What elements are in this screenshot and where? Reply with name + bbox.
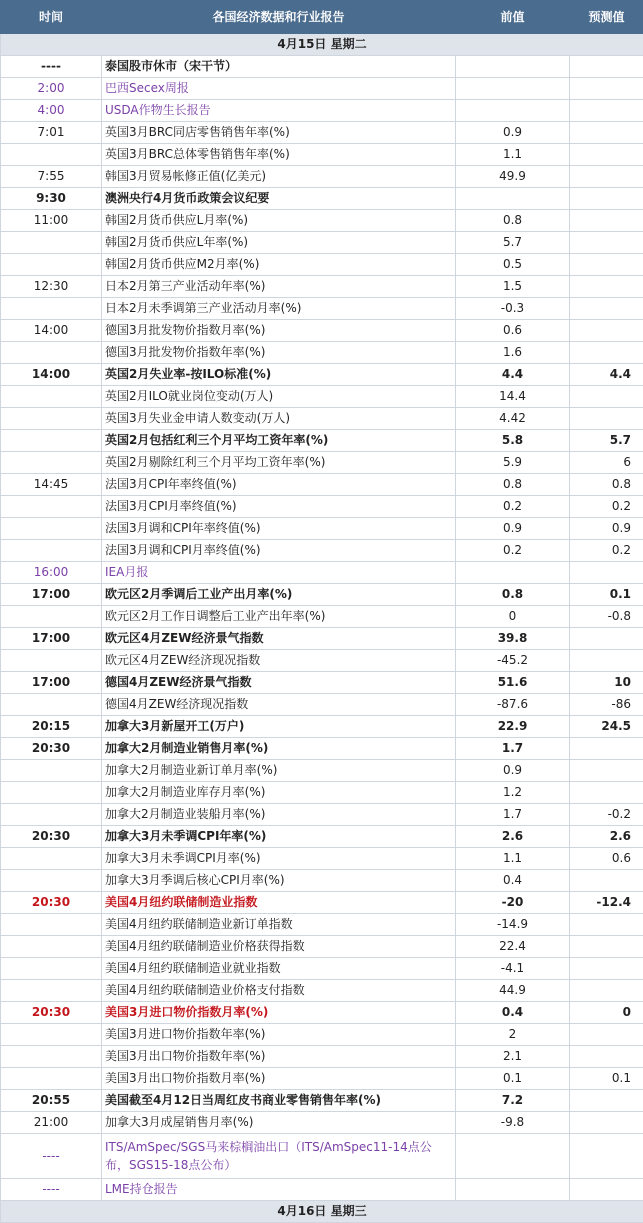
row-forecast — [570, 320, 643, 342]
table-row — [1, 1002, 643, 1024]
row-forecast — [570, 958, 643, 980]
table-row — [1, 298, 643, 320]
row-forecast: -12.4 — [570, 892, 643, 914]
row-name: 德国3月批发物价指数月率(%) — [102, 320, 456, 342]
row-forecast — [570, 188, 643, 210]
header-name: 各国经济数据和行业报告 — [102, 1, 456, 34]
row-forecast — [570, 276, 643, 298]
row-forecast — [570, 78, 643, 100]
row-prev: 0.8 — [456, 210, 570, 232]
table-row — [1, 342, 643, 364]
row-forecast — [570, 760, 643, 782]
row-prev: -4.1 — [456, 958, 570, 980]
row-name: 韩国3月贸易帐修正值(亿美元) — [102, 166, 456, 188]
row-time: 20:30 — [1, 826, 102, 848]
row-forecast — [570, 166, 643, 188]
row-forecast: 6 — [570, 452, 643, 474]
row-name: 英国3月BRC同店零售销售年率(%) — [102, 122, 456, 144]
row-time: ---- — [1, 1179, 102, 1201]
row-prev: 51.6 — [456, 672, 570, 694]
date-label: 4月16日 星期三 — [1, 1201, 643, 1223]
table-row — [1, 826, 643, 848]
table-row — [1, 914, 643, 936]
table-row — [1, 78, 643, 100]
row-forecast — [570, 1134, 643, 1179]
row-prev: 7.2 — [456, 1090, 570, 1112]
row-name: 法国3月调和CPI年率终值(%) — [102, 518, 456, 540]
row-prev: -14.9 — [456, 914, 570, 936]
table-row — [1, 364, 643, 386]
table-row — [1, 386, 643, 408]
row-time — [1, 254, 102, 276]
table-row — [1, 254, 643, 276]
table-header — [1, 1, 643, 34]
row-prev: 1.1 — [456, 848, 570, 870]
row-name: 韩国2月货币供应M2月率(%) — [102, 254, 456, 276]
header-forecast: 预测值 — [570, 1, 643, 34]
row-name: 澳洲央行4月货币政策会议纪要 — [102, 188, 456, 210]
row-forecast — [570, 1090, 643, 1112]
table-row — [1, 650, 643, 672]
row-time — [1, 342, 102, 364]
row-name: 加拿大3月未季调CPI月率(%) — [102, 848, 456, 870]
row-time — [1, 980, 102, 1002]
table-row — [1, 628, 643, 650]
header-time: 时间 — [1, 1, 102, 34]
row-time — [1, 958, 102, 980]
row-forecast: 0.8 — [570, 474, 643, 496]
row-name: 欧元区2月工作日调整后工业产出年率(%) — [102, 606, 456, 628]
row-name: 欧元区2月季调后工业产出月率(%) — [102, 584, 456, 606]
row-forecast — [570, 650, 643, 672]
row-name: IEA月报 — [102, 562, 456, 584]
row-time — [1, 848, 102, 870]
table-row — [1, 144, 643, 166]
row-forecast — [570, 144, 643, 166]
row-prev: 0.2 — [456, 496, 570, 518]
row-time: 21:00 — [1, 1112, 102, 1134]
table-row — [1, 870, 643, 892]
row-name: 韩国2月货币供应L月率(%) — [102, 210, 456, 232]
table-row — [1, 1112, 643, 1134]
row-prev: 2 — [456, 1024, 570, 1046]
row-forecast — [570, 56, 643, 78]
row-time — [1, 298, 102, 320]
row-forecast: 0 — [570, 1002, 643, 1024]
table-row — [1, 606, 643, 628]
row-time: 20:30 — [1, 1002, 102, 1024]
row-name: 美国3月出口物价指数年率(%) — [102, 1046, 456, 1068]
row-name: 美国3月进口物价指数年率(%) — [102, 1024, 456, 1046]
row-forecast — [570, 1179, 643, 1201]
row-name: 巴西Secex周报 — [102, 78, 456, 100]
row-forecast — [570, 1024, 643, 1046]
row-prev — [456, 562, 570, 584]
row-name: 英国2月ILO就业岗位变动(万人) — [102, 386, 456, 408]
table-row — [1, 1134, 643, 1179]
row-forecast — [570, 1046, 643, 1068]
row-time — [1, 518, 102, 540]
row-time — [1, 694, 102, 716]
table-row — [1, 1179, 643, 1201]
row-prev: 0.5 — [456, 254, 570, 276]
row-forecast — [570, 870, 643, 892]
row-prev: 2.6 — [456, 826, 570, 848]
row-time: 20:30 — [1, 892, 102, 914]
row-prev: -0.3 — [456, 298, 570, 320]
row-time — [1, 650, 102, 672]
row-name: 英国2月包括红利三个月平均工资年率(%) — [102, 430, 456, 452]
table-row — [1, 760, 643, 782]
row-time — [1, 452, 102, 474]
row-forecast — [570, 210, 643, 232]
table-row — [1, 210, 643, 232]
row-name: LME持仓报告 — [102, 1179, 456, 1201]
table-row — [1, 540, 643, 562]
row-prev — [456, 56, 570, 78]
row-prev: 0.2 — [456, 540, 570, 562]
row-time — [1, 1046, 102, 1068]
row-prev: 0.4 — [456, 870, 570, 892]
row-time — [1, 760, 102, 782]
table-row — [1, 166, 643, 188]
row-forecast: -86 — [570, 694, 643, 716]
row-prev: 1.7 — [456, 804, 570, 826]
table-row — [1, 562, 643, 584]
row-prev: 49.9 — [456, 166, 570, 188]
row-time: 12:30 — [1, 276, 102, 298]
row-time — [1, 936, 102, 958]
table-row — [1, 452, 643, 474]
row-prev: 4.4 — [456, 364, 570, 386]
row-time: ---- — [1, 1134, 102, 1179]
row-prev: -45.2 — [456, 650, 570, 672]
row-prev: 0.9 — [456, 760, 570, 782]
row-time — [1, 144, 102, 166]
row-name: 日本2月第三产业活动年率(%) — [102, 276, 456, 298]
row-time: 9:30 — [1, 188, 102, 210]
row-time — [1, 804, 102, 826]
table-row — [1, 100, 643, 122]
row-time — [1, 870, 102, 892]
table-body — [1, 34, 643, 1223]
date-row — [1, 34, 643, 56]
row-name: 美国4月纽约联储制造业价格获得指数 — [102, 936, 456, 958]
row-time: 16:00 — [1, 562, 102, 584]
row-name: 英国3月失业金申请人数变动(万人) — [102, 408, 456, 430]
table-row — [1, 1090, 643, 1112]
row-forecast: 10 — [570, 672, 643, 694]
row-prev: 44.9 — [456, 980, 570, 1002]
row-prev — [456, 188, 570, 210]
row-forecast: 0.9 — [570, 518, 643, 540]
date-label: 4月15日 星期二 — [1, 34, 643, 56]
row-forecast: 0.1 — [570, 584, 643, 606]
row-forecast — [570, 408, 643, 430]
row-forecast: 24.5 — [570, 716, 643, 738]
table-row — [1, 804, 643, 826]
row-time: 14:00 — [1, 320, 102, 342]
row-prev: 39.8 — [456, 628, 570, 650]
row-name: 欧元区4月ZEW经济现况指数 — [102, 650, 456, 672]
table-row — [1, 958, 643, 980]
row-prev — [456, 1134, 570, 1179]
table-row — [1, 474, 643, 496]
row-prev: 4.42 — [456, 408, 570, 430]
row-forecast: 2.6 — [570, 826, 643, 848]
table-row — [1, 430, 643, 452]
row-prev: 1.1 — [456, 144, 570, 166]
row-time: 7:55 — [1, 166, 102, 188]
row-time — [1, 540, 102, 562]
row-forecast — [570, 254, 643, 276]
row-forecast — [570, 738, 643, 760]
table-row — [1, 276, 643, 298]
row-name: 加拿大3月季调后核心CPI月率(%) — [102, 870, 456, 892]
row-forecast — [570, 232, 643, 254]
table-row — [1, 892, 643, 914]
row-name: 法国3月CPI月率终值(%) — [102, 496, 456, 518]
row-prev: 0 — [456, 606, 570, 628]
row-prev: -20 — [456, 892, 570, 914]
table-row — [1, 1046, 643, 1068]
row-time: 20:30 — [1, 738, 102, 760]
table-row — [1, 716, 643, 738]
row-name: 加拿大2月制造业装船月率(%) — [102, 804, 456, 826]
row-forecast: 0.2 — [570, 540, 643, 562]
table-row — [1, 848, 643, 870]
row-time: 17:00 — [1, 628, 102, 650]
row-time: ---- — [1, 56, 102, 78]
row-name: 德国3月批发物价指数年率(%) — [102, 342, 456, 364]
row-name: 加拿大3月新屋开工(万户) — [102, 716, 456, 738]
row-name: 法国3月调和CPI月率终值(%) — [102, 540, 456, 562]
row-time: 20:15 — [1, 716, 102, 738]
row-prev — [456, 78, 570, 100]
table-row — [1, 188, 643, 210]
row-forecast — [570, 122, 643, 144]
row-time — [1, 1068, 102, 1090]
row-forecast: -0.2 — [570, 804, 643, 826]
row-name: 美国4月纽约联储制造业价格支付指数 — [102, 980, 456, 1002]
table-row — [1, 1024, 643, 1046]
row-prev: 0.9 — [456, 122, 570, 144]
row-time — [1, 430, 102, 452]
row-time — [1, 496, 102, 518]
row-time — [1, 606, 102, 628]
row-prev: 0.6 — [456, 320, 570, 342]
table-row — [1, 694, 643, 716]
table-row — [1, 980, 643, 1002]
row-prev: 0.9 — [456, 518, 570, 540]
row-name: USDA作物生长报告 — [102, 100, 456, 122]
row-forecast: 5.7 — [570, 430, 643, 452]
row-name: 欧元区4月ZEW经济景气指数 — [102, 628, 456, 650]
row-time: 17:00 — [1, 584, 102, 606]
row-prev — [456, 1179, 570, 1201]
row-name: ITS/AmSpec/SGS马来棕榈油出口（ITS/AmSpec11-14点公布，SGS15-18点公布） — [102, 1134, 456, 1179]
table-row — [1, 320, 643, 342]
row-forecast — [570, 562, 643, 584]
row-forecast — [570, 298, 643, 320]
row-prev: 0.1 — [456, 1068, 570, 1090]
row-prev: 0.4 — [456, 1002, 570, 1024]
row-name: 美国4月纽约联储制造业新订单指数 — [102, 914, 456, 936]
row-name: 加拿大2月制造业销售月率(%) — [102, 738, 456, 760]
row-name: 韩国2月货币供应L年率(%) — [102, 232, 456, 254]
row-name: 美国3月进口物价指数月率(%) — [102, 1002, 456, 1024]
row-time: 14:00 — [1, 364, 102, 386]
row-name: 英国2月剔除红利三个月平均工资年率(%) — [102, 452, 456, 474]
row-prev: 1.6 — [456, 342, 570, 364]
table-row — [1, 56, 643, 78]
row-time: 4:00 — [1, 100, 102, 122]
row-name: 美国3月出口物价指数月率(%) — [102, 1068, 456, 1090]
table-row — [1, 782, 643, 804]
row-prev: 14.4 — [456, 386, 570, 408]
row-time — [1, 782, 102, 804]
row-name: 加拿大3月未季调CPI年率(%) — [102, 826, 456, 848]
row-name: 英国3月BRC总体零售销售年率(%) — [102, 144, 456, 166]
header-prev: 前值 — [456, 1, 570, 34]
row-name: 加拿大3月成屋销售月率(%) — [102, 1112, 456, 1134]
row-prev: 0.8 — [456, 474, 570, 496]
table-row — [1, 1068, 643, 1090]
row-forecast: 0.1 — [570, 1068, 643, 1090]
row-prev — [456, 100, 570, 122]
row-name: 加拿大2月制造业库存月率(%) — [102, 782, 456, 804]
row-time — [1, 232, 102, 254]
row-time: 2:00 — [1, 78, 102, 100]
table-row — [1, 232, 643, 254]
row-name: 法国3月CPI年率终值(%) — [102, 474, 456, 496]
row-time: 20:55 — [1, 1090, 102, 1112]
row-forecast — [570, 782, 643, 804]
row-forecast — [570, 936, 643, 958]
row-name: 英国2月失业率-按ILO标准(%) — [102, 364, 456, 386]
row-name: 德国4月ZEW经济现况指数 — [102, 694, 456, 716]
row-prev: 0.8 — [456, 584, 570, 606]
row-prev: 2.1 — [456, 1046, 570, 1068]
row-forecast — [570, 914, 643, 936]
table-row — [1, 672, 643, 694]
row-forecast: 4.4 — [570, 364, 643, 386]
row-prev: 5.8 — [456, 430, 570, 452]
row-prev: 1.7 — [456, 738, 570, 760]
table-row — [1, 738, 643, 760]
row-forecast: 0.2 — [570, 496, 643, 518]
row-time: 17:00 — [1, 672, 102, 694]
row-forecast — [570, 1112, 643, 1134]
table-row — [1, 408, 643, 430]
table-row — [1, 936, 643, 958]
row-name: 日本2月未季调第三产业活动月率(%) — [102, 298, 456, 320]
row-forecast: -0.8 — [570, 606, 643, 628]
row-time — [1, 408, 102, 430]
row-time: 11:00 — [1, 210, 102, 232]
row-name: 美国4月纽约联储制造业就业指数 — [102, 958, 456, 980]
row-prev: 5.7 — [456, 232, 570, 254]
date-row — [1, 1201, 643, 1223]
row-time — [1, 386, 102, 408]
row-name: 德国4月ZEW经济景气指数 — [102, 672, 456, 694]
table-row — [1, 496, 643, 518]
row-prev: 1.2 — [456, 782, 570, 804]
row-prev: -87.6 — [456, 694, 570, 716]
row-forecast — [570, 342, 643, 364]
row-name: 美国截至4月12日当周红皮书商业零售销售年率(%) — [102, 1090, 456, 1112]
table-row — [1, 584, 643, 606]
row-time: 7:01 — [1, 122, 102, 144]
row-forecast: 0.6 — [570, 848, 643, 870]
row-name: 泰国股市休市（宋干节） — [102, 56, 456, 78]
row-forecast — [570, 100, 643, 122]
row-prev: 5.9 — [456, 452, 570, 474]
row-time — [1, 914, 102, 936]
row-prev: 22.9 — [456, 716, 570, 738]
row-prev: 1.5 — [456, 276, 570, 298]
row-time — [1, 1024, 102, 1046]
row-forecast — [570, 628, 643, 650]
row-name: 加拿大2月制造业新订单月率(%) — [102, 760, 456, 782]
table-row — [1, 518, 643, 540]
table-row — [1, 122, 643, 144]
row-time: 14:45 — [1, 474, 102, 496]
row-forecast — [570, 386, 643, 408]
row-prev: -9.8 — [456, 1112, 570, 1134]
row-name: 美国4月纽约联储制造业指数 — [102, 892, 456, 914]
row-forecast — [570, 980, 643, 1002]
row-prev: 22.4 — [456, 936, 570, 958]
